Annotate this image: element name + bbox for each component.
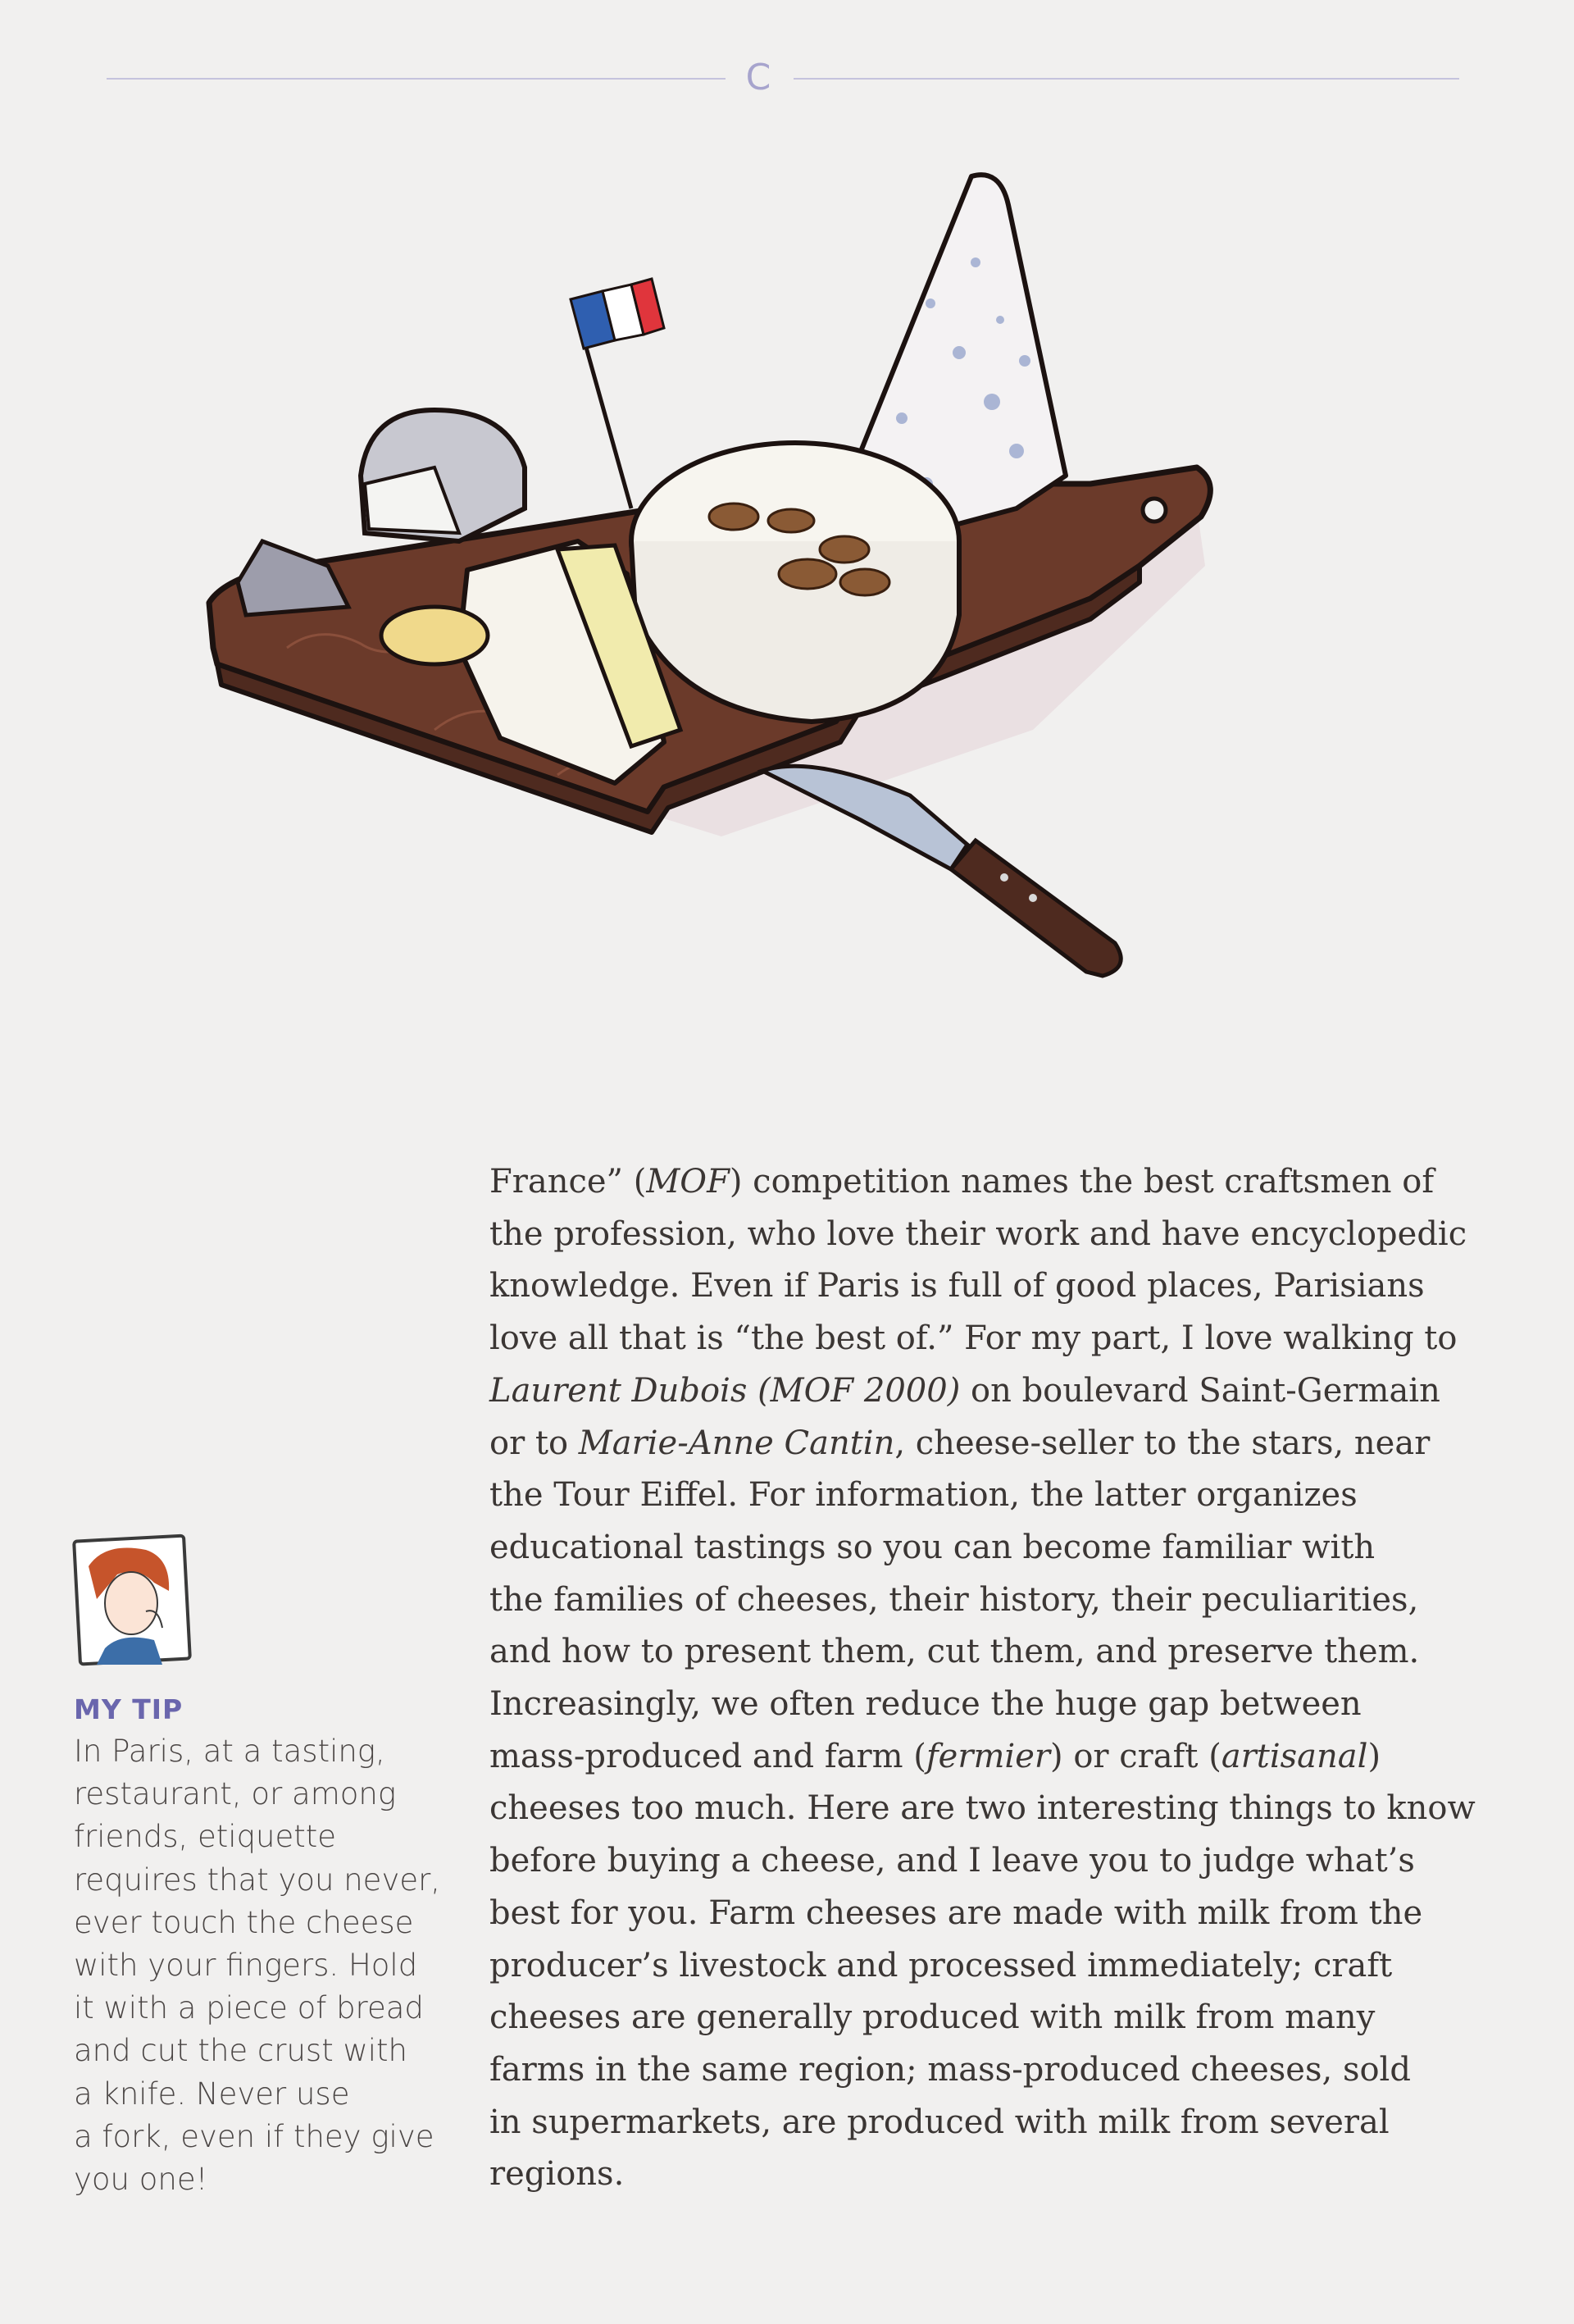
body-line	[489, 2044, 1498, 2097]
tip-line: friends, etiquette	[74, 1819, 337, 1855]
body-line	[489, 2149, 1498, 2201]
body-run: and how to present them, cut them, and preserve them.	[489, 1633, 1420, 1671]
body-line	[489, 1940, 1498, 1993]
section-letter: C	[745, 57, 771, 98]
body-line	[489, 2097, 1498, 2149]
tip-line: with your fingers. Hold	[74, 1948, 418, 1984]
body-line	[489, 1209, 1498, 1261]
body-run: on boulevard Saint-Germain	[960, 1371, 1440, 1410]
body-line	[489, 1888, 1498, 1940]
tip-line: a fork, even if they give	[74, 2118, 434, 2154]
tip-line: a knife. Never use	[74, 2076, 350, 2112]
body-line	[489, 1783, 1498, 1835]
header-rule-left	[107, 78, 726, 80]
body-run: producer’s livestock and processed immediately; craft	[489, 1946, 1393, 1985]
body-run: cheeses too much. Here are two interesting things to know	[489, 1789, 1476, 1828]
body-run: ) competition names the best craftsmen of	[729, 1163, 1435, 1201]
body-line	[489, 1156, 1498, 1209]
small-yellow-cheese	[381, 607, 488, 664]
knife-handle	[951, 841, 1121, 976]
tip-line: restaurant, or among	[74, 1776, 397, 1812]
body-run: best for you. Farm cheeses are made with milk from the	[489, 1893, 1423, 1932]
tip-title: MY TIP	[74, 1693, 184, 1725]
knife-blade	[762, 766, 967, 869]
body-line	[489, 1470, 1498, 1522]
tip-line: it with a piece of bread	[74, 1990, 424, 2026]
body-run: regions.	[489, 2155, 625, 2194]
body-run: before buying a cheese, and I leave you to judge what’s	[489, 1842, 1415, 1880]
body-line	[489, 1260, 1498, 1313]
body-run: or to	[489, 1424, 579, 1462]
body-italic-run: fermier	[926, 1737, 1050, 1775]
tip-text	[74, 1730, 441, 2201]
body-run: love all that is “the best of.” For my part, I love walking to	[489, 1319, 1458, 1358]
body-run: the profession, who love their work and have encyclopedic	[489, 1214, 1467, 1253]
body-line	[489, 1626, 1498, 1679]
body-run: in supermarkets, are produced with milk from several	[489, 2103, 1390, 2141]
tip-line: and cut the crust with	[74, 2033, 407, 2069]
board-handle-hole	[1143, 499, 1166, 522]
body-line	[489, 1365, 1498, 1418]
body-line	[489, 1522, 1498, 1574]
body-run: France” (	[489, 1163, 647, 1201]
tip-line: ever touch the cheese	[74, 1904, 414, 1940]
body-line	[489, 1992, 1498, 2044]
body-line	[489, 1679, 1498, 1731]
body-italic-run: artisanal	[1221, 1737, 1368, 1775]
body-run: )	[1367, 1737, 1381, 1775]
body-line	[489, 1574, 1498, 1627]
body-run: farms in the same region; mass-produced cheeses, sold	[489, 2050, 1411, 2089]
header-rule-right	[794, 78, 1459, 80]
tip-line: you one!	[74, 2162, 208, 2198]
body-run: , cheese-seller to the stars, near	[894, 1424, 1431, 1462]
body-text	[489, 1156, 1498, 2201]
body-run: knowledge. Even if Paris is full of good places, Parisians	[489, 1267, 1425, 1306]
body-line	[489, 1418, 1498, 1470]
body-italic-run: Marie-Anne Cantin	[578, 1424, 895, 1462]
small-grey-wedge	[238, 541, 348, 615]
body-run: ) or craft (	[1050, 1737, 1221, 1775]
body-run: Increasingly, we often reduce the huge gap between	[489, 1685, 1362, 1724]
tip-line: requires that you never,	[74, 1861, 441, 1898]
body-italic-run: MOF	[646, 1163, 730, 1201]
body-run: educational tastings so you can become familiar with	[489, 1528, 1376, 1566]
body-run: the families of cheeses, their history, their peculiarities,	[489, 1580, 1419, 1619]
body-run: cheeses are generally produced with milk from many	[489, 1998, 1376, 2037]
tip-line: In Paris, at a tasting,	[74, 1734, 385, 1769]
cheese-board-illustration	[189, 156, 1303, 1099]
body-italic-run: Laurent Dubois (MOF 2000)	[489, 1371, 961, 1410]
body-line	[489, 1835, 1498, 1888]
author-avatar	[72, 1533, 193, 1666]
body-run: the Tour Eiffel. For information, the latter organizes	[489, 1476, 1358, 1515]
body-run: mass-produced and farm (	[489, 1737, 926, 1775]
body-line	[489, 1731, 1498, 1784]
body-line	[489, 1313, 1498, 1365]
